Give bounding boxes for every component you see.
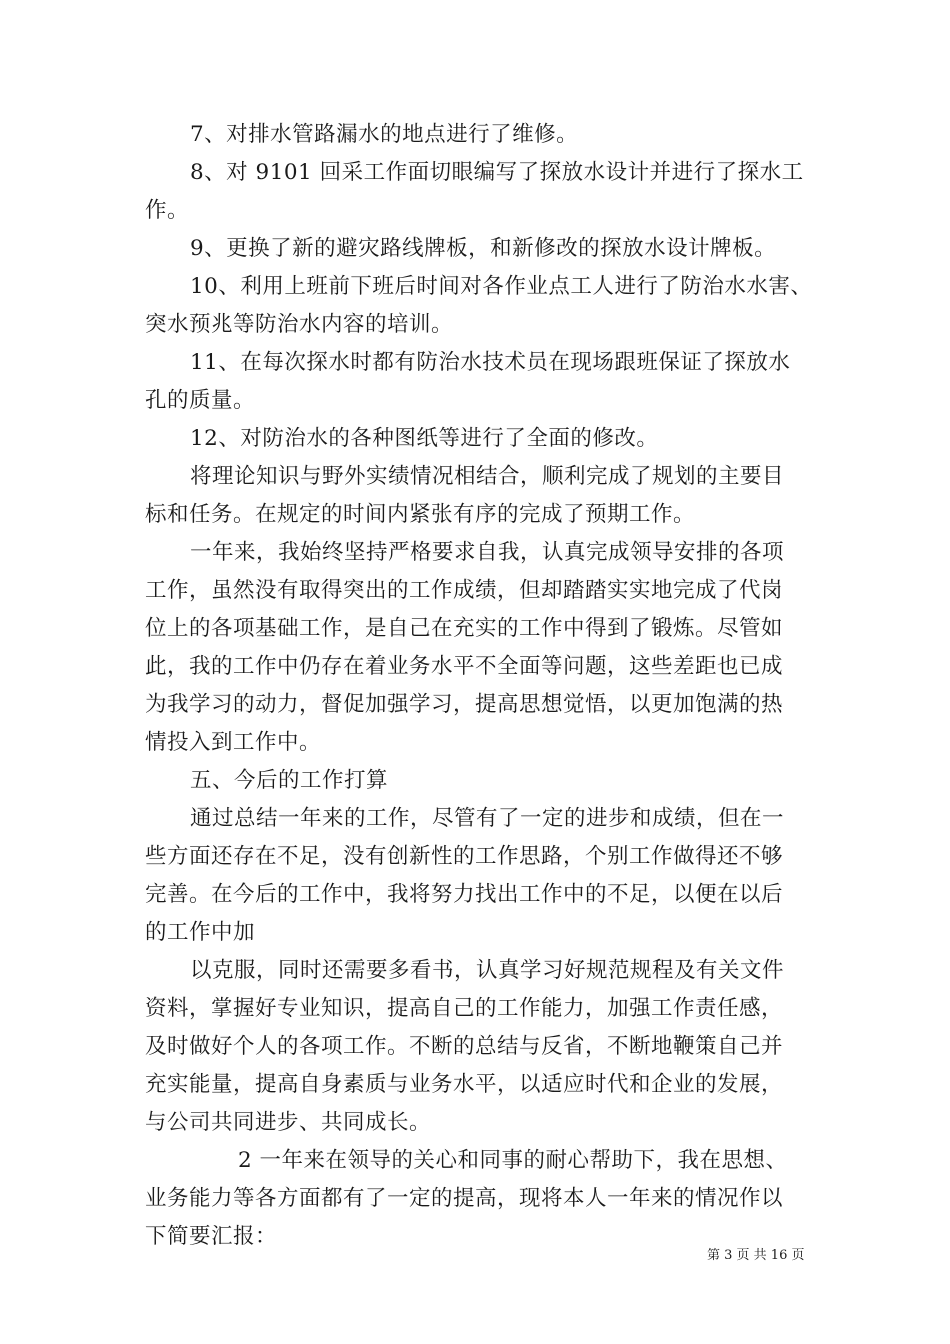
text-line: 的工作中加	[145, 920, 256, 945]
text-line: 孔的质量。	[145, 388, 256, 413]
text-line: 及时做好个人的各项工作。不断的总结与反省，不断地鞭策自己并	[145, 1034, 784, 1059]
text-line: 与公司共同进步、共同成长。	[145, 1110, 432, 1135]
text-line: 作。	[145, 198, 190, 223]
text-line: 将理论知识与野外实绩情况相结合，顺利完成了规划的主要目	[190, 464, 785, 489]
text-line: 工作，虽然没有取得突出的工作成绩，但却踏踏实实地完成了代岗	[145, 578, 784, 603]
text-line: 一年来，我始终坚持严格要求自我，认真完成领导安排的各项	[190, 540, 785, 565]
text-line: 情投入到工作中。	[145, 730, 322, 755]
text-line: 突水预兆等防治水内容的培训。	[145, 312, 454, 337]
text-line: 以克服，同时还需要多看书，认真学习好规范规程及有关文件	[190, 958, 785, 983]
text-line: 标和任务。在规定的时间内紧张有序的完成了预期工作。	[145, 502, 696, 527]
text-line: 2 一年来在领导的关心和同事的耐心帮助下，我在思想、	[238, 1148, 788, 1173]
text-line: 下简要汇报：	[145, 1224, 278, 1249]
text-line: 充实能量，提高自身素质与业务水平，以适应时代和企业的发展，	[145, 1072, 784, 1097]
text-line: 业务能力等各方面都有了一定的提高，现将本人一年来的情况作以	[145, 1186, 784, 1211]
text-line: 些方面还存在不足，没有创新性的工作思路，个别工作做得还不够	[145, 844, 784, 869]
text-line: 11、在每次探水时都有防治水技术员在现场跟班保证了探放水	[190, 350, 791, 375]
page-number-footer: 第 3 页 共 16 页	[707, 1248, 805, 1263]
text-line: 8、对 9101 回采工作面切眼编写了探放水设计并进行了探水工	[190, 160, 804, 185]
text-line: 为我学习的动力，督促加强学习，提高思想觉悟，以更加饱满的热	[145, 692, 784, 717]
text-line: 资料，掌握好专业知识，提高自己的工作能力，加强工作责任感，	[145, 996, 784, 1021]
text-line: 位上的各项基础工作，是自己在充实的工作中得到了锻炼。尽管如	[145, 616, 784, 641]
text-line: 完善。在今后的工作中，我将努力找出工作中的不足，以便在以后	[145, 882, 784, 907]
text-line: 9、更换了新的避灾路线牌板，和新修改的探放水设计牌板。	[190, 236, 777, 261]
text-line: 10、利用上班前下班后时间对各作业点工人进行了防治水水害、	[190, 274, 813, 299]
text-line: 12、对防治水的各种图纸等进行了全面的修改。	[190, 426, 659, 451]
section-heading: 五、今后的工作打算	[190, 768, 389, 793]
text-line: 通过总结一年来的工作，尽管有了一定的进步和成绩，但在一	[190, 806, 785, 831]
text-line: 7、对排水管路漏水的地点进行了维修。	[190, 122, 579, 147]
text-line: 此，我的工作中仍存在着业务水平不全面等问题，这些差距也已成	[145, 654, 784, 679]
